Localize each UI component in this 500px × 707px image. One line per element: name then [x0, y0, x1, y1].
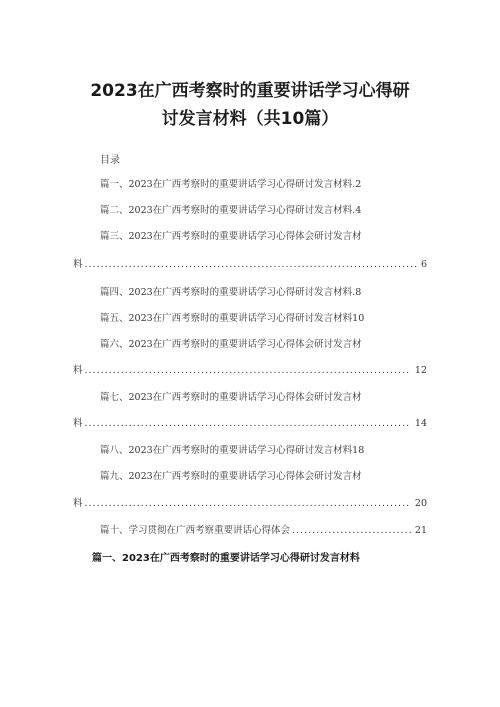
toc-entry-1[interactable]: 篇一、2023在广西考察时的重要讲话学习心得研讨发言材料.2: [100, 179, 362, 190]
toc-entry-3-page: 6: [420, 259, 427, 270]
toc-entry-6-cont[interactable]: [73, 362, 427, 376]
toc-entry-10-page: 21: [414, 525, 427, 536]
toc-entry-10-text: 篇十、学习贯彻在广西考察重要讲话心得体会: [100, 525, 291, 536]
toc-entry-7-cont-text: 料: [73, 418, 83, 429]
toc-entry-9-page: 20: [414, 498, 427, 509]
leader-dots: [85, 498, 411, 509]
section-heading: 篇一、2023在广西考察时的重要讲话学习心得研讨发言材料: [92, 553, 360, 564]
toc-entry-9[interactable]: 篇九、2023在广西考察时的重要讲话学习心得体会研讨发言材: [100, 471, 362, 482]
toc-entry-6[interactable]: 篇六、2023在广西考察时的重要讲话学习心得体会研讨发言材: [100, 339, 362, 350]
toc-entry-3-cont-text: 料: [73, 259, 83, 270]
leader-dots: [85, 365, 411, 376]
leader-dots: [85, 259, 417, 270]
toc-entry-5[interactable]: 篇五、2023在广西考察时的重要讲话学习心得研讨发言材料10: [100, 313, 365, 324]
leader-dots: [292, 525, 413, 536]
toc-entry-3[interactable]: 篇三、2023在广西考察时的重要讲话学习心得体会研讨发言材: [100, 231, 362, 242]
toc-entry-7-page: 14: [414, 418, 427, 429]
toc-entry-9-cont-text: 料: [73, 498, 83, 509]
toc-entry-3-cont[interactable]: [73, 256, 427, 270]
document-title-line2: 讨发言材料（共10篇）: [161, 109, 339, 129]
toc-entry-7-cont[interactable]: [73, 415, 427, 429]
toc-entry-6-page: 12: [414, 365, 427, 376]
toc-entry-2[interactable]: 篇二、2023在广西考察时的重要讲话学习心得研讨发言材料.4: [100, 205, 362, 216]
leader-dots: [85, 418, 411, 429]
toc-entry-9-cont[interactable]: [73, 495, 427, 509]
document-title-line1: 2023在广西考察时的重要讲话学习心得研: [90, 81, 410, 101]
toc-entry-10[interactable]: [100, 522, 427, 536]
toc-entry-8[interactable]: 篇八、2023在广西考察时的重要讲话学习心得研讨发言材料18: [100, 445, 365, 456]
toc-entry-4[interactable]: 篇四、2023在广西考察时的重要讲话学习心得研讨发言材料.8: [100, 287, 362, 298]
toc-entry-6-cont-text: 料: [73, 365, 83, 376]
toc-entry-7[interactable]: 篇七、2023在广西考察时的重要讲话学习心得体会研讨发言材: [100, 392, 362, 403]
toc-heading: 目录: [100, 155, 120, 166]
